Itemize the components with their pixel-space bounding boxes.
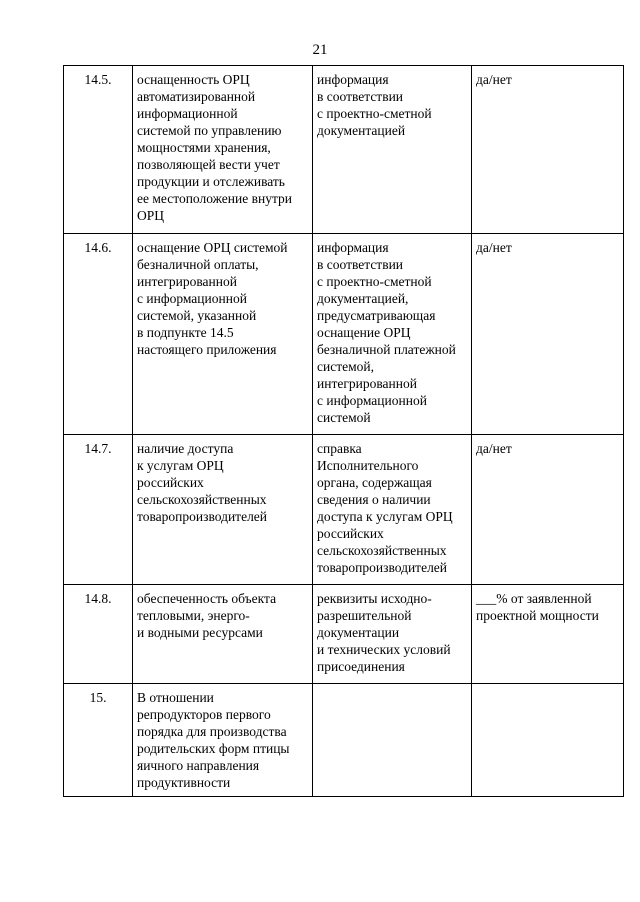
criterion-cell: оснащение ОРЦ системой безналичной оплаты, интегрированной с информационной системой, указанной в подпункте 14.5 настоящего приложения [133, 234, 313, 435]
source-cell [313, 684, 472, 797]
table-row [64, 66, 624, 234]
criteria-table [63, 65, 624, 797]
value-cell: да/нет [472, 234, 624, 435]
source-cell: информация в соответствии с проектно-сметной документацией [313, 66, 472, 234]
criterion-cell: оснащенность ОРЦ автоматизированной информационной системой по управлению мощностями хранения, позволяющей вести учет продукции и отслеживать ее местоположение внутри ОРЦ [133, 66, 313, 234]
table-row [64, 684, 624, 797]
criterion-cell: В отношении репродукторов первого порядка для производства родительских форм птицы яичного направления продуктивности [133, 684, 313, 797]
row-number: 14.6. [64, 234, 133, 435]
table-row [64, 234, 624, 435]
criterion-cell: наличие доступа к услугам ОРЦ российских сельскохозяйственных товаропроизводителей [133, 435, 313, 585]
table-row [64, 585, 624, 684]
table-row [64, 435, 624, 585]
row-number: 14.7. [64, 435, 133, 585]
criterion-cell: обеспеченность объекта тепловыми, энерго- и водными ресурсами [133, 585, 313, 684]
source-cell: реквизиты исходно- разрешительной документации и технических условий присоединения [313, 585, 472, 684]
source-cell: справка Исполнительного органа, содержащая сведения о наличии доступа к услугам ОРЦ российских сельскохозяйственных товаропроизводителей [313, 435, 472, 585]
value-cell [472, 684, 624, 797]
page-number: 21 [312, 42, 328, 58]
value-cell: да/нет [472, 435, 624, 585]
row-number: 14.5. [64, 66, 133, 234]
value-cell: ___% от заявленной проектной мощности [472, 585, 624, 684]
row-number: 14.8. [64, 585, 133, 684]
source-cell: информация в соответствии с проектно-сметной документацией, предусматривающая оснащение ОРЦ безналичной платежной системой, интегрированной с информационной системой [313, 234, 472, 435]
row-number: 15. [64, 684, 133, 797]
value-cell: да/нет [472, 66, 624, 234]
